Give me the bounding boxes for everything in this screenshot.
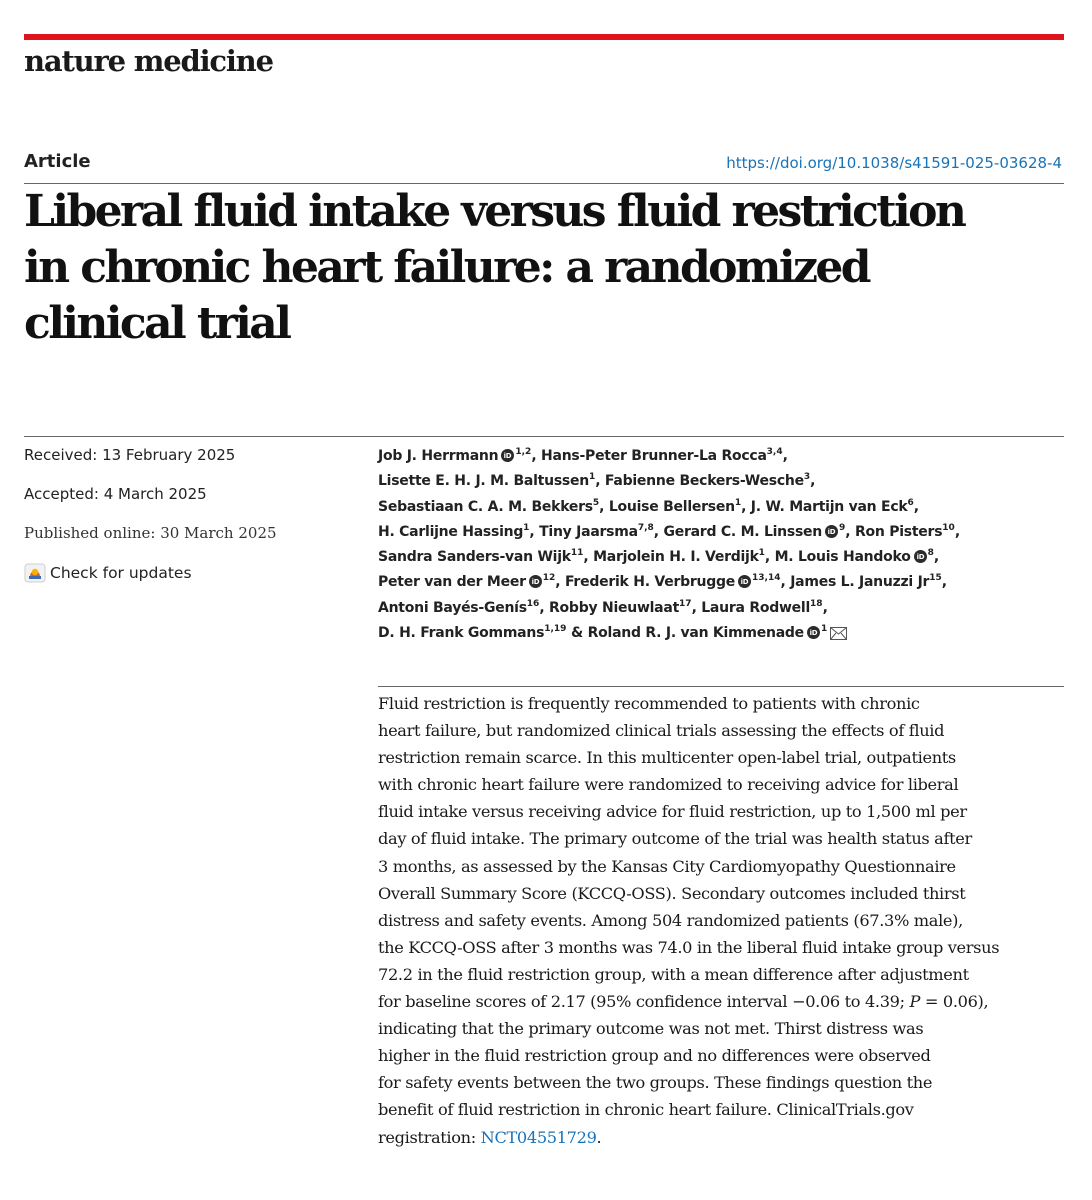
- author-name[interactable]: Antoni Bayés-Genís: [378, 599, 527, 616]
- article-type-label: Article: [24, 151, 91, 172]
- author-name[interactable]: Roland R. J. van Kimmenade: [587, 625, 804, 642]
- trial-registration-link[interactable]: NCT04551729: [480, 1127, 597, 1147]
- affiliation-number[interactable]: 1: [758, 548, 765, 559]
- author-name[interactable]: Tiny Jaarsma: [539, 523, 638, 540]
- author-name[interactable]: Frederik H. Verbrugge: [565, 574, 736, 591]
- email-icon[interactable]: [830, 627, 847, 640]
- title-line: Liberal fluid intake versus fluid restriction: [24, 186, 965, 237]
- title-line: in chronic heart failure: a randomized: [24, 242, 869, 293]
- author-line: Job J. Herrmann iD $^{1,2}$, Hans-Peter Brunner-La Rocca$^{3,4}$,: [378, 447, 788, 464]
- abstract-line: benefit of fluid restriction in chronic heart failure. ClinicalTrials.gov: [378, 1100, 914, 1120]
- author-name[interactable]: Ron Pisters: [854, 523, 943, 540]
- affiliation-number[interactable]: 3: [803, 472, 811, 483]
- affiliation-number[interactable]: 1: [588, 472, 596, 483]
- check-updates-label: Check for updates: [50, 564, 192, 582]
- abstract-line: Fluid restriction is frequently recommended to patients with chronic: [378, 694, 920, 713]
- author-name[interactable]: M. Louis Handoko: [774, 549, 911, 566]
- orcid-icon[interactable]: [807, 626, 820, 639]
- affiliation-number[interactable]: 1: [820, 624, 828, 635]
- author-line: Sandra Sanders-van Wijk$^{11}$, Marjolein H. I. Verdijk$^1$, M. Louis Handoko iD $^8$,: [378, 548, 939, 566]
- affiliation-number[interactable]: 7,8: [637, 522, 654, 533]
- orcid-icon[interactable]: [914, 550, 927, 563]
- abstract-line: the KCCQ-OSS after 3 months was 74.0 in the liberal fluid intake group versus: [378, 937, 1000, 957]
- author-name[interactable]: D. H. Frank Gommans: [378, 625, 545, 642]
- abstract-line: fluid intake versus receiving advice for fluid restriction, up to 1,500 ml per: [378, 802, 967, 822]
- affiliation-number[interactable]: 3,4: [766, 447, 783, 457]
- author-line: Lisette E. H. J. M. Baltussen$^1$, Fabienne Beckers-Wesche$^3$,: [378, 472, 816, 490]
- affiliation-number[interactable]: 13,14: [752, 573, 781, 584]
- meta-divider: [24, 436, 1064, 437]
- affiliation-number[interactable]: 8: [927, 548, 934, 559]
- author-name[interactable]: Marjolein H. I. Verdijk: [593, 549, 759, 566]
- author-name[interactable]: Robby Nieuwlaat: [549, 599, 680, 616]
- journal-logo[interactable]: nature medicine: [24, 44, 273, 78]
- svg-text:iD: iD: [809, 629, 818, 638]
- svg-text:iD: iD: [827, 528, 836, 537]
- affiliation-number[interactable]: 6: [907, 497, 914, 508]
- article-title: [24, 184, 1064, 352]
- author-name[interactable]: Laura Rodwell: [701, 599, 811, 616]
- author-line: Sebastiaan C. A. M. Bekkers$^5$, Louise Bellersen$^1$, J. W. Martijn van Eck$^6$,: [378, 497, 919, 515]
- orcid-icon[interactable]: [529, 575, 542, 588]
- author-name[interactable]: James L. Januzzi Jr: [790, 574, 930, 591]
- abstract-divider: [378, 686, 1064, 687]
- affiliation-number[interactable]: 9: [839, 522, 846, 533]
- doi-link[interactable]: https://doi.org/10.1038/s41591-025-03628-4: [726, 154, 1062, 172]
- affiliation-number[interactable]: 12: [542, 573, 556, 584]
- author-line: D. H. Frank Gommans$^{1,19}$ & Roland R. J. van Kimmenade iD $^1$: [378, 621, 1068, 646]
- author-name[interactable]: Sandra Sanders-van Wijk: [378, 549, 571, 566]
- check-updates-icon: [24, 563, 46, 583]
- abstract-line: day of fluid intake. The primary outcome of the trial was health status after: [378, 829, 972, 849]
- author-name[interactable]: Fabienne Beckers-Wesche: [604, 473, 804, 490]
- svg-text:iD: iD: [531, 578, 540, 587]
- abstract-line: distress and safety events. Among 504 randomized patients (67.3% male),: [378, 910, 963, 930]
- author-name[interactable]: Job J. Herrmann: [378, 448, 499, 464]
- author-line: Peter van der Meer iD $^{12}$, Frederik H. Verbrugge iD $^{13,14}$, James L. Januzzi Jr$^{15}$,: [378, 573, 947, 591]
- title-line: clinical trial: [24, 298, 290, 349]
- author-name[interactable]: Louise Bellersen: [608, 498, 735, 515]
- affiliation-number[interactable]: 11: [570, 548, 584, 559]
- orcid-icon[interactable]: [825, 525, 838, 538]
- affiliation-number[interactable]: 17: [679, 598, 692, 609]
- author-name[interactable]: Peter van der Meer: [378, 574, 526, 591]
- abstract-line: higher in the fluid restriction group and no differences were observed: [378, 1046, 931, 1066]
- abstract-line: for safety events between the two groups. These findings question the: [378, 1073, 933, 1093]
- author-name[interactable]: Hans-Peter Brunner-La Rocca: [541, 448, 767, 464]
- abstract-line: indicating that the primary outcome was not met. Thirst distress was: [378, 1019, 924, 1039]
- received-date: Received: 13 February 2025: [24, 446, 236, 464]
- affiliation-number[interactable]: 5: [592, 497, 600, 508]
- affiliation-number[interactable]: 1: [734, 497, 742, 508]
- author-list: [378, 444, 1068, 646]
- affiliation-number[interactable]: 1,19: [544, 624, 567, 635]
- orcid-icon[interactable]: [501, 449, 514, 462]
- abstract-line: 3 months, as assessed by the Kansas City Cardiomyopathy Questionnaire: [378, 856, 956, 876]
- author-name[interactable]: Sebastiaan C. A. M. Bekkers: [378, 498, 593, 515]
- abstract-line: 72.2 in the fluid restriction group, with a mean difference after adjustment: [378, 964, 969, 984]
- author-name[interactable]: H. Carlijne Hassing: [378, 523, 524, 540]
- abstract-line: with chronic heart failure were randomized to receiving advice for liberal: [378, 775, 959, 795]
- affiliation-number[interactable]: 18: [810, 598, 823, 609]
- journal-accent-bar: [24, 34, 1064, 40]
- affiliation-number[interactable]: 15: [929, 573, 942, 584]
- abstract-line: restriction remain scarce. In this multicenter open-label trial, outpatients: [378, 748, 956, 768]
- affiliation-number[interactable]: 1,2: [515, 447, 532, 457]
- affiliation-number[interactable]: 10: [942, 522, 955, 533]
- accepted-date: Accepted: 4 March 2025: [24, 485, 207, 503]
- svg-text:iD: iD: [916, 553, 924, 562]
- abstract-line: heart failure, but randomized clinical trials assessing the effects of fluid: [378, 721, 945, 741]
- abstract-line: for baseline scores of 2.17 (95% confidence interval −0.06 to 4.39; P = 0.06),: [378, 992, 989, 1012]
- author-line: H. Carlijne Hassing$^1$, Tiny Jaarsma$^{7,8}$, Gerard C. M. Linssen iD $^9$, Ron Pisters$^{10}$,: [378, 522, 960, 540]
- abstract-line: Overall Summary Score (KCCQ-OSS). Secondary outcomes included thirst: [378, 883, 966, 903]
- svg-text:iD: iD: [504, 452, 512, 461]
- orcid-icon[interactable]: [738, 575, 751, 588]
- author-line: Antoni Bayés-Genís$^{16}$, Robby Nieuwlaat$^{17}$, Laura Rodwell$^{18}$,: [378, 598, 828, 616]
- author-name[interactable]: J. W. Martijn van Eck: [750, 498, 908, 515]
- published-date: Published online: 30 March 2025: [24, 524, 277, 542]
- abstract: [378, 690, 1068, 1151]
- svg-text:iD: iD: [740, 578, 749, 587]
- author-name[interactable]: Gerard C. M. Linssen: [663, 523, 823, 540]
- abstract-line: registration: NCT04551729.: [378, 1127, 602, 1147]
- affiliation-number[interactable]: 16: [526, 598, 540, 609]
- affiliation-number[interactable]: 1: [523, 522, 530, 533]
- check-for-updates-button[interactable]: [24, 563, 192, 583]
- author-name[interactable]: Lisette E. H. J. M. Baltussen: [378, 473, 589, 490]
